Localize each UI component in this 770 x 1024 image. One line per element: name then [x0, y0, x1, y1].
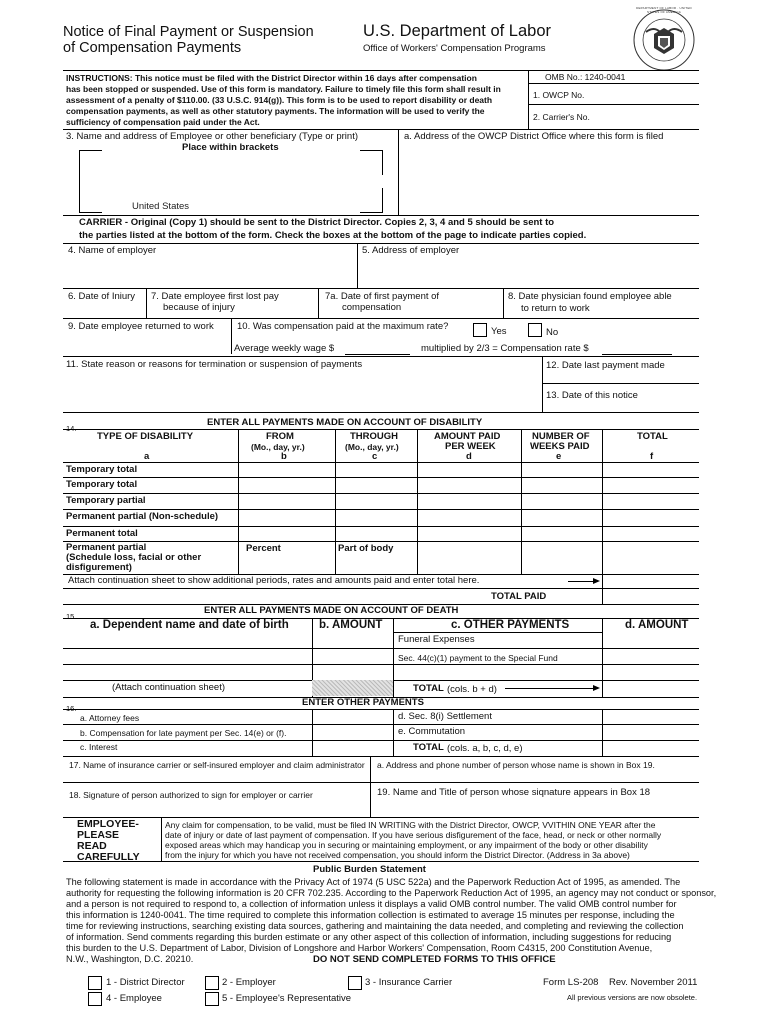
- total-paid-label: TOTAL PAID: [491, 591, 547, 602]
- employee-notice-label-2: PLEASE: [77, 829, 120, 841]
- shaded-cell: [312, 680, 393, 696]
- col-dependent-header: a. Dependent name and date of birth: [90, 619, 289, 631]
- burden-line-2: authority for requesting the following information is 20 CFR 702.235. According to the Paperwork Reduction Act of 1995, an agency may not conduct or sponsor,: [66, 888, 717, 898]
- copy-employer-label: 2 - Employer: [222, 977, 276, 988]
- row-temporary-partial: Temporary partial: [66, 495, 146, 506]
- form-title-line2: of Compensation Payments: [63, 40, 242, 56]
- max-rate-yes-checkbox[interactable]: [473, 323, 487, 337]
- employee-notice-line2: date of injury or date of last payment of compensation. If you have serious disfigurement of the face, head, or neck or other normally: [165, 830, 662, 840]
- special-fund-label: Sec. 44(c)(1) payment to the Special Fund: [398, 653, 558, 663]
- sec14-number: 14.: [66, 424, 77, 433]
- burden-line-8: N.W., Washington, D.C. 20210.: [66, 954, 194, 964]
- sec16-total-label: TOTAL: [413, 742, 444, 753]
- signer-name-title-input[interactable]: [374, 800, 696, 815]
- burden-line-3: and a person is not required to respond to, a collection of information unless it displays a valid OMB control number. The valid OMB control number for: [66, 899, 677, 909]
- copy-employee-checkbox[interactable]: [88, 992, 102, 1006]
- omb-number: OMB No.: 1240-0041: [545, 72, 626, 82]
- dol-seal-icon: [632, 8, 696, 72]
- box12-label: 12. Date last payment made: [546, 360, 665, 371]
- box5-label: 5. Address of employer: [362, 245, 460, 256]
- agency-name: U.S. Department of Labor: [363, 22, 552, 40]
- carriers-no-label: 2. Carrier's No.: [533, 112, 590, 122]
- box10-label: 10. Was compensation paid at the maximum rate?: [237, 321, 449, 332]
- row-permanent-partial-nonschedule: Permanent partial (Non-schedule): [66, 511, 219, 522]
- box18-label: 18. Signature of person authorized to sign for employer or carrier: [69, 790, 313, 800]
- sec15-total-label: TOTAL: [413, 683, 444, 694]
- form-title-line1: Notice of Final Payment or Suspension: [63, 24, 314, 40]
- box7-label-1: 7. Date employee first lost pay: [151, 291, 279, 302]
- avg-weekly-wage-label: Average weekly wage $: [234, 343, 335, 354]
- box7a-label-1: 7a. Date of first payment of: [325, 291, 440, 302]
- box7-label-2: because of injury: [163, 302, 235, 313]
- copy-representative-label: 5 - Employee's Representative: [222, 993, 352, 1004]
- copy-district-director-label: 1 - District Director: [106, 977, 185, 988]
- sec15-number: 15.: [66, 612, 77, 621]
- box4-label: 4. Name of employer: [68, 245, 157, 256]
- copy-insurance-carrier-checkbox[interactable]: [348, 976, 362, 990]
- sec16-title: ENTER OTHER PAYMENTS: [302, 697, 424, 708]
- col-from-sub: (Mo., day, yr.): [251, 442, 305, 452]
- burden-line-4: this information is 1240-0041. The time required to complete this information collection is estimated to average 15 minutes per response, including the: [66, 910, 675, 920]
- employee-notice-line4: from the injury for which you have not received compensation, you should inform the District Director. (Address in 3a above): [165, 850, 630, 860]
- copy-employee-label: 4 - Employee: [106, 993, 162, 1004]
- sec15-title: ENTER ALL PAYMENTS MADE ON ACCOUNT OF DEATH: [204, 605, 459, 616]
- box11-label: 11. State reason or reasons for termination or suspension of payments: [66, 359, 363, 370]
- avg-weekly-wage-field[interactable]: [345, 354, 410, 355]
- col-type-header: TYPE OF DISABILITY: [97, 431, 194, 442]
- employee-notice-line3: exposed areas which may handicap you in securing or maintaining employment, or any impairment of the body or other disability: [165, 840, 648, 850]
- col-total-letter: f: [650, 451, 654, 462]
- box19-label: 19. Name and Title of person whose siqnature appears in Box 18: [377, 787, 651, 798]
- employee-notice-label-1: EMPLOYEE-: [77, 818, 139, 830]
- employee-notice-label-3: READ: [77, 840, 107, 852]
- arrow-right-icon: [568, 581, 598, 582]
- bracket-top-right: [360, 150, 383, 175]
- do-not-send-notice: DO NOT SEND COMPLETED FORMS TO THIS OFFICE: [313, 954, 556, 965]
- carrier-note-line1: CARRIER - Original (Copy 1) should be sent to the District Director. Copies 2, 3, 4 and 5 should be sent to: [79, 217, 555, 228]
- col-through-sub: (Mo., day, yr.): [345, 442, 399, 452]
- box3a-label: a. Address of the OWCP District Office where this form is filed: [404, 131, 664, 142]
- box7a-label-2: compensation: [342, 302, 402, 313]
- instructions-line4: compensation payments, as well as other statutory payments. The information will be used to verify the: [66, 106, 485, 116]
- country-text: United States: [132, 201, 190, 212]
- sec15-total-sub: (cols. b + d): [447, 684, 497, 695]
- owcp-no-label: 1. OWCP No.: [533, 90, 585, 100]
- row-temporary-total-2: Temporary total: [66, 479, 138, 490]
- signature-field[interactable]: [66, 800, 366, 815]
- bracket-bottom-right: [360, 188, 383, 213]
- late-payment-label: b. Compensation for late payment per Sec. 14(e) or (f).: [80, 728, 287, 738]
- row-permanent-partial-3: disfigurement): [66, 562, 132, 573]
- max-rate-no-label: No: [546, 327, 559, 338]
- max-rate-no-checkbox[interactable]: [528, 323, 542, 337]
- instructions-line5: sufficiency of compensation paid under the Act.: [66, 117, 260, 127]
- attach-continuation-sheet: (Attach continuation sheet): [112, 682, 226, 693]
- col-amount-letter: d: [466, 451, 472, 462]
- instructions-line2: has been stopped or suspended. Use of this form is mandatory. Failure to timely file this form shall result in: [66, 84, 501, 94]
- obsolete-note: All previous versions are now obsolete.: [567, 993, 698, 1002]
- carrier-note-line2: the parties listed at the bottom of the form. Check the boxes at the bottom of the page to indicate parties copied.: [79, 230, 587, 241]
- revision-date: Rev. November 2011: [609, 977, 698, 988]
- employer-name-input[interactable]: [66, 258, 354, 286]
- attach-continuation-note: Attach continuation sheet to show additional periods, rates and amounts paid and enter total here.: [68, 575, 480, 586]
- instructions-line1: INSTRUCTIONS: This notice must be filed with the District Director within 16 days after compensation: [66, 73, 477, 83]
- row-permanent-partial-1: Permanent partial: [66, 542, 147, 553]
- burden-line-1: The following statement is made in accordance with the Privacy Act of 1974 (5 USC 522a) and the Paperwork Reduction Act of 1995, as amended. The: [66, 877, 681, 887]
- burden-line-7: this burden to the U.S. Department of Labor, Division of Longshore and Harbor Workers' Compensation, Room C4315, 200 Constitution Avenue,: [66, 943, 653, 953]
- employer-address-input[interactable]: [360, 258, 696, 286]
- col-through-letter: c: [372, 451, 378, 462]
- attorney-fees-label: a. Attorney fees: [80, 713, 140, 723]
- box3-sub: Place within brackets: [182, 142, 279, 153]
- box6-label: 6. Date of Iniury: [68, 291, 136, 302]
- col-amount-sub: PER WEEK: [445, 441, 496, 452]
- box17-label: 17. Name of insurance carrier or self-insured employer and claim administrator: [69, 760, 365, 770]
- box8-label-1: 8. Date physician found employee able: [508, 291, 672, 302]
- box9-label: 9. Date employee returned to work: [68, 321, 214, 332]
- col-through-header: THROUGH: [350, 431, 399, 442]
- col-b-amount-header: b. AMOUNT: [319, 619, 383, 631]
- office-name: Office of Workers' Compensation Programs: [363, 43, 546, 54]
- termination-reason-input[interactable]: [66, 372, 536, 410]
- burden-title: Public Burden Statement: [313, 864, 426, 875]
- comp-rate-field[interactable]: [602, 354, 672, 355]
- commutation-label: e. Commutation: [398, 726, 466, 737]
- copy-employer-checkbox[interactable]: [205, 976, 219, 990]
- col-amount-header: AMOUNT PAID: [434, 431, 501, 442]
- funeral-expenses-label: Funeral Expenses: [398, 634, 475, 645]
- col-weeks-header: NUMBER OF: [532, 431, 590, 442]
- form-number: Form LS-208: [543, 977, 599, 988]
- col-total-header: TOTAL: [637, 431, 668, 442]
- col-from-letter: b: [281, 451, 287, 462]
- part-of-body-label: Part of body: [338, 543, 394, 554]
- interest-label: c. Interest: [80, 742, 118, 752]
- box17a-label: a. Address and phone number of person whose name is shown in Box 19.: [377, 760, 655, 770]
- copy-district-director-checkbox[interactable]: [88, 976, 102, 990]
- col-type-letter: a: [144, 451, 150, 462]
- row-permanent-total: Permanent total: [66, 528, 138, 539]
- employee-notice-label-4: CAREFULLY: [77, 851, 140, 863]
- box13-label: 13. Date of this notice: [546, 390, 638, 401]
- sec16-total-sub: (cols. a, b, c, d, e): [447, 743, 523, 754]
- sec14-title: ENTER ALL PAYMENTS MADE ON ACCOUNT OF DISABILITY: [207, 417, 483, 428]
- sec16-number: 16.: [66, 704, 77, 713]
- box3-label: 3. Name and address of Employee or other beneficiary (Type or print): [66, 131, 359, 142]
- comp-rate-label: multiplied by 2/3 = Compensation rate $: [421, 343, 589, 354]
- copy-insurance-carrier-label: 3 - Insurance Carrier: [365, 977, 453, 988]
- copy-representative-checkbox[interactable]: [205, 992, 219, 1006]
- instructions-line3: assessment of a penalty of $110.00. (33 U.S.C. 914(g)). This form is to be used to report disability or death: [66, 95, 493, 105]
- employee-notice-line1: Any claim for compensation, to be valid, must be filed IN WRITING with the District Director, OWCP, VVITHIN ONE YEAR after the: [165, 820, 656, 830]
- row-permanent-partial-2: (Schedule loss, facial or other: [66, 552, 202, 563]
- settlement-label: d. Sec. 8(i) Settlement: [398, 711, 492, 722]
- owcp-office-input[interactable]: [402, 144, 697, 214]
- arrow-right-icon: [505, 688, 598, 689]
- col-weeks-letter: e: [556, 451, 562, 462]
- col-from-header: FROM: [266, 431, 294, 442]
- col-weeks-sub: WEEKS PAID: [530, 441, 590, 452]
- row-temporary-total-1: Temporary total: [66, 464, 138, 475]
- box8-label-2: to return to work: [521, 303, 590, 314]
- burden-line-6: of information. Send comments regarding this burden estimate or any other aspect of this collection of information, including suggestions for reducing: [66, 932, 672, 942]
- col-d-amount-header: d. AMOUNT: [625, 619, 689, 631]
- seal-text: DEPARTMENT OF LABOR · UNITED STATES OF AMERICA: [636, 6, 692, 14]
- col-other-payments-header: c. OTHER PAYMENTS: [451, 619, 570, 631]
- percent-label: Percent: [246, 543, 281, 554]
- max-rate-yes-label: Yes: [491, 326, 507, 337]
- bracket-bottom-left: [79, 188, 102, 213]
- burden-line-5: time for reviewing instructions, searching existing data sources, gathering and maintaining the data needed, and completing and reviewing the collection: [66, 921, 684, 931]
